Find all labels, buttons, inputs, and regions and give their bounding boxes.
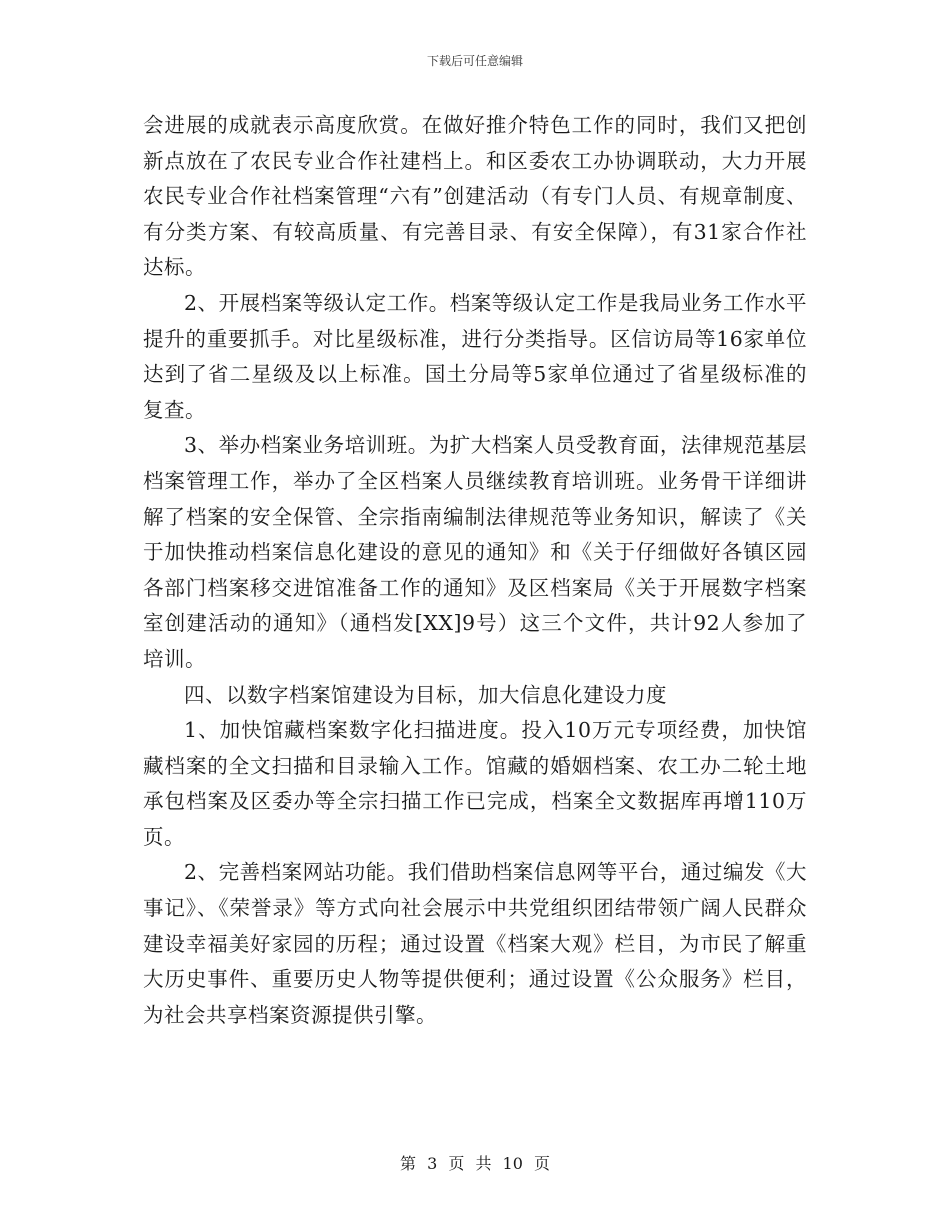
paragraph-item-1-digitization: 1、加快馆藏档案数字化扫描进度。投入10万元专项经费，加快馆藏档案的全文扫描和目录输入工作。馆藏的婚姻档案、农工办二轮土地承包档案及区委办等全宗扫描工作已完成，档案全文数据库再增110万页。 bbox=[143, 718, 807, 849]
paragraph-continuation: 会进展的成就表示高度欣赏。在做好推介特色工作的同时，我们又把创新点放在了农民专业合作社建档上。和区委农工办协调联动，大力开展农民专业合作社档案管理“六有”创建活动（有专门人员、有规章制度、有分类方案、有较高质量、有完善目录、有安全保障），有31家合作社达标。 bbox=[143, 113, 807, 280]
page-number-footer: 第 3 页 共 10 页 bbox=[400, 1154, 550, 1173]
document-body bbox=[143, 108, 807, 1033]
paragraph-item-2-website: 2、完善档案网站功能。我们借助档案信息网等平台，通过编发《大事记》、《荣誉录》等方式向社会展示中共党组织团结带领广阔人民群众建设幸福美好家园的历程；通过设置《档案大观》栏目，为市民了解重大历史事件、重要历史人物等提供便利；通过设置《公众服务》栏目，为社会共享档案资源提供引擎。 bbox=[143, 860, 807, 1027]
section-heading-4: 四、以数字档案馆建设为目标，加大信息化建设力度 bbox=[184, 682, 667, 707]
paragraph-item-3-training: 3、举办档案业务培训班。为扩大档案人员受教育面，法律规范基层档案管理工作，举办了全区档案人员继续教育培训班。业务骨干详细讲解了档案的安全保管、全宗指南编制法律规范等业务知识，解读了《关于加快推动档案信息化建设的意见的通知》和《关于仔细做好各镇区园各部门档案移交进馆准备工作的通知》及区档案局《关于开展数字档案室创建活动的通知》（通档发[XX]9号）这三个文件，共计92人参加了培训。 bbox=[143, 433, 807, 671]
paragraph-item-2-grading: 2、开展档案等级认定工作。档案等级认定工作是我局业务工作水平提升的重要抓手。对比星级标准，进行分类指导。区信访局等16家单位达到了省二星级及以上标准。国土分局等5家单位通过了省星级标准的复查。 bbox=[143, 290, 807, 422]
page-header: 下载后可任意编辑 bbox=[426, 54, 523, 68]
